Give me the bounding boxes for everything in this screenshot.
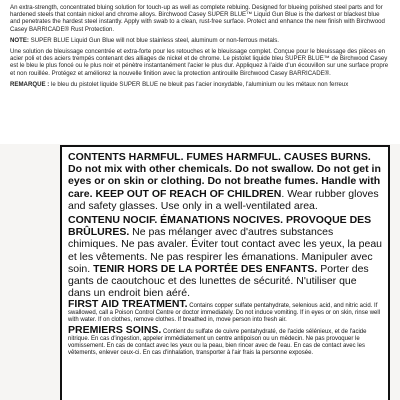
first-aid-heading: FIRST AID TREATMENT. bbox=[68, 298, 188, 311]
description-panel bbox=[0, 0, 400, 144]
french-warning-tail: Porter des gants de caoutchouc et des lunettes de sécurité. N'utiliser que dans un endroit bien aéré. bbox=[68, 262, 369, 300]
french-warning-head: CONTENU NOCIF. ÉMANATIONS NOCIVES. PROVOQUE DES BRÛLURES. bbox=[68, 214, 372, 239]
english-description: An extra-strength, concentrated bluing solution for touch-up as well as complete rebluing. Designed for blueing polished steel parts and for hardened steels that contain nickel and chrome alloys. Birchwood Casey SUPER BLUE™ Liquid Gun Blue is the darkest or blackest blue and penetrates the hardest steel instantly. Apply with swab to a clean, rust-free surface. Protect and enhance the new finish with Birchwood Casey BARRICADE® Rust Protection. bbox=[10, 4, 385, 33]
remark-label: REMARQUE : bbox=[10, 80, 50, 88]
note-label: NOTE: bbox=[10, 36, 29, 44]
first-aid-text: Contains copper sulfate pentahydrate, selenious acid, and nitric acid. If swallowed, call a Poison Control Centre or doctor immediately. Do not induce vomiting. If in eyes or on skin, rinse well with water. If on clothes, remove clothes. If breathed in, move person into fresh air. bbox=[68, 303, 381, 324]
first-aid bbox=[68, 298, 382, 324]
french-remark bbox=[10, 81, 390, 88]
english-keep-away: KEEP OUT OF REACH OF CHILDREN bbox=[95, 187, 282, 200]
warning-box bbox=[60, 145, 390, 400]
french-keep-away: TENIR HORS DE LA PORTÉE DES ENFANTS. bbox=[93, 262, 318, 275]
english-warning bbox=[68, 151, 382, 212]
english-warning-lead: CONTENTS HARMFUL. FUMES HARMFUL. CAUSES BURNS. Do not mix with other chemicals. Do not swallow. Do not get in eyes or on skin or clothing. Do not breathe fumes. Handle with care. bbox=[68, 151, 381, 200]
french-warning-text: Ne pas mélanger avec d'autres substances chimiques. Ne pas avaler. Éviter tout contact avec les yeux, la peau et les vêtements. Ne pas respirer les émanations. Manipuler avec soin. bbox=[68, 226, 383, 275]
note-text: SUPER BLUE Liquid Gun Blue will not blue stainless steel, aluminum or non-ferrous metals. bbox=[28, 36, 279, 44]
french-warning bbox=[68, 214, 382, 299]
remark-text: le bleu du pistolet liquide SUPER BLUE ne bleuit pas l'acier inoxydable, l'aluminium ou les métaux non ferreux bbox=[49, 80, 349, 88]
premiers-soins-text: Contient du sulfate de cuivre pentahydraté, de l'acide sélénieux, et de l'acide nitrique. En cas d'ingestion, appeler immédiatement un centre antipoison ou un médecin. Ne pas provoquer le vomissement. En cas de contact avec les yeux ou la peau, bien rincer avec de l'eau. En cas de contact avec les vêtements, enlever ceux-ci. En cas d'inhalation, transporter à l'air frais la personne exposée. bbox=[68, 329, 367, 357]
english-warning-tail: . Wear rubber gloves and safety glasses. Use only in a well-ventilated area. bbox=[68, 187, 379, 212]
premiers-soins-heading: PREMIERS SOINS. bbox=[68, 324, 162, 337]
english-note bbox=[10, 37, 390, 44]
french-description: Une solution de bleuissage concentrée et extra-forte pour les retouches et le bleuissage complet. Conçue pour le bleuissage des pièces en acier poli et des aciers trempés contenant des alliages de nickel et de chrome. Le pistolet liquide bleu SUPER BLUE™ de Birchwood Casey est le bleu le plus foncé ou le plus noir et pénètre instantanément l'acier le plus dur. Appliquez à l'aide d'un écouvillon sur une surface propre et non rouillée. Protégez et améliorez la nouvelle finition avec la protection antirouille Birchwood Casey BARRICADE®. bbox=[10, 48, 389, 77]
premiers-soins bbox=[68, 324, 382, 357]
